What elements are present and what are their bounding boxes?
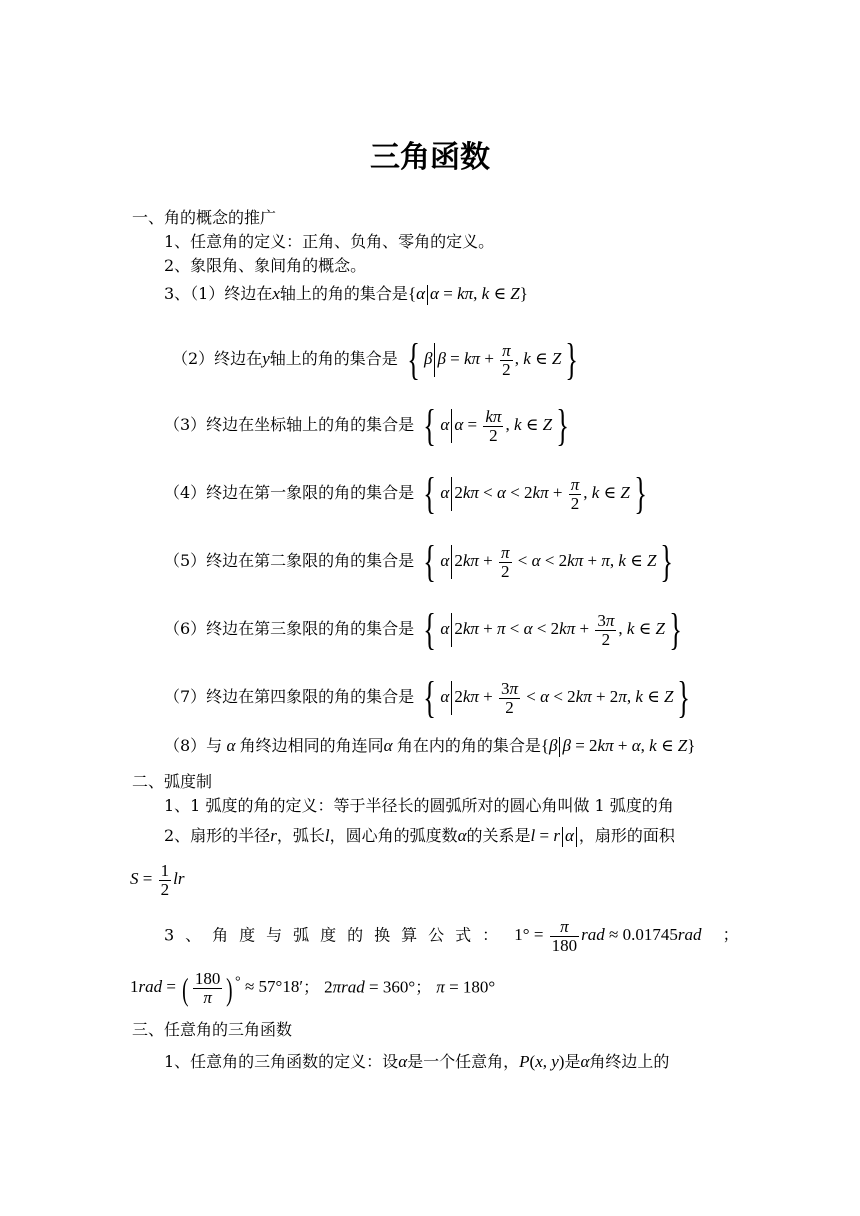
s3-item-1-c: 是 — [564, 1052, 581, 1071]
s3-item-1-b: 是一个任意角， — [407, 1052, 520, 1071]
s1-case-4-text: （4）终边在第一象限的角的集合是 — [164, 482, 415, 502]
s1-case-2-prefix: （2）终边在 — [172, 348, 263, 368]
semicolon: ； — [722, 925, 739, 945]
x-variable: x — [272, 284, 280, 303]
formula-quadrant-1: { α 2kπ < α < 2kπ + $\frac{\pi}{2}$ , k ∈ Z} — [423, 469, 647, 518]
section-3-heading: 三、任意角的三角函数 — [132, 1020, 293, 1039]
s3-item-1-a: 1、任意角的三角函数的定义：设 — [164, 1052, 399, 1071]
s1-item-2: 2、象限角、象间角的概念。 — [164, 256, 367, 275]
formula-arc-length: l = r α — [531, 826, 579, 845]
s2-item-2-d: 的关系是 — [466, 826, 531, 845]
r-symbol: r — [270, 826, 277, 845]
formula-rad-to-degree-line: 1rad = ( $\frac{180}{\pi}$ ) ° ≈ 57°18′； 2πrad = 360°； π = 180° — [130, 969, 496, 1007]
formula-2pi: 2πrad = 360° — [324, 977, 416, 997]
s2-item-3-text: 3、角度与弧度的换算公式： — [164, 925, 510, 945]
formula-quadrant-4: { α 2kπ + $\frac{3\pi}{2}$ < α < 2kπ + 2π, k ∈ Z} — [423, 673, 691, 722]
y-variable: y — [262, 348, 270, 368]
s2-item-2-e: ，扇形的面积 — [578, 826, 675, 845]
s1-case-5-line — [164, 537, 678, 586]
alpha-symbol-3: α — [457, 826, 467, 845]
page-title: 三角函数 — [370, 140, 490, 175]
l-symbol: l — [324, 826, 330, 845]
formula-y-axis: { β β = kπ + $\frac{\pi}{2}$ , k ∈ Z} — [407, 335, 579, 384]
s1-item-3-line — [164, 284, 528, 305]
s1-case-2-line — [172, 335, 582, 384]
formula-coordinate-axes: { α α = $\frac{k\pi}{2}$ , k ∈ Z} — [423, 401, 569, 450]
formula-rad-to-degree: 1rad = ( $\frac{180}{\pi}$ ) ° ≈ 57°18′ — [130, 969, 304, 1007]
formula-x-axis: {α α = kπ, k ∈ Z} — [408, 284, 528, 303]
section-1-heading: 一、角的概念的推广 — [132, 208, 277, 227]
alpha-symbol-4: α — [398, 1052, 408, 1071]
alpha-symbol-2: α — [383, 736, 397, 755]
s1-item-1: 1、任意角的定义：正角、负角、零角的定义。 — [164, 232, 495, 251]
s1-item-3-prefix: 3、（1）终边在 — [164, 284, 273, 303]
s2-item-2-b: ，弧长 — [276, 826, 325, 845]
s2-item-3-line — [164, 918, 739, 955]
s3-item-1-d: 角终边上的 — [589, 1052, 670, 1071]
s1-case-8-a: （8）与 — [164, 736, 223, 755]
s1-case-8-b: 角终边相同的角连同 — [239, 736, 384, 755]
formula-coterminal: {β β = 2kπ + α, k ∈ Z} — [541, 736, 696, 755]
s1-case-2-mid: 轴上的角的集合是 — [269, 348, 398, 368]
point-p: P(x, y) — [519, 1052, 565, 1071]
s1-case-3-line — [164, 401, 573, 450]
s1-case-7-text: （7）终边在第四象限的角的集合是 — [164, 686, 415, 706]
formula-quadrant-2: { α 2kπ + $\frac{\pi}{2}$ < α < 2kπ + π, k ∈ Z} — [423, 537, 674, 586]
alpha-symbol: α — [222, 736, 240, 755]
s2-item-2-line — [164, 826, 675, 847]
s2-item-2-c: ，圆心角的弧度数 — [329, 826, 458, 845]
s1-case-4-line — [164, 469, 651, 518]
s2-item-1: 1、1 弧度的角的定义：等于半径长的圆弧所对的圆心角叫做 1 弧度的角 — [164, 796, 674, 815]
section-2-heading: 二、弧度制 — [132, 772, 213, 791]
s1-case-6-line — [164, 605, 686, 654]
s2-item-2-a: 2、扇形的半径 — [164, 826, 271, 845]
s1-case-5-text: （5）终边在第二象限的角的集合是 — [164, 550, 415, 570]
s3-item-1-line — [164, 1052, 669, 1072]
formula-pi: π = 180° — [436, 977, 496, 997]
formula-quadrant-3: { α 2kπ + π < α < 2kπ + $\frac{3\pi}{2}$ , k ∈ Z} — [423, 605, 682, 654]
alpha-symbol-5: α — [580, 1052, 590, 1071]
s1-item-3-mid: 轴上的角的集合是 — [279, 284, 408, 303]
s1-case-7-line — [164, 673, 695, 722]
formula-degree-to-rad: 1° = $\frac{\pi}{180}$ rad ≈ 0.01745rad — [514, 917, 702, 955]
s1-case-6-text: （6）终边在第三象限的角的集合是 — [164, 618, 415, 638]
s1-case-8-line — [164, 736, 695, 757]
s1-case-3-text: （3）终边在坐标轴上的角的集合是 — [164, 414, 415, 434]
formula-sector-area: S = $\frac{1}{2}$ lr — [130, 861, 185, 899]
s1-case-8-c: 角在内的角的集合是 — [396, 736, 541, 755]
